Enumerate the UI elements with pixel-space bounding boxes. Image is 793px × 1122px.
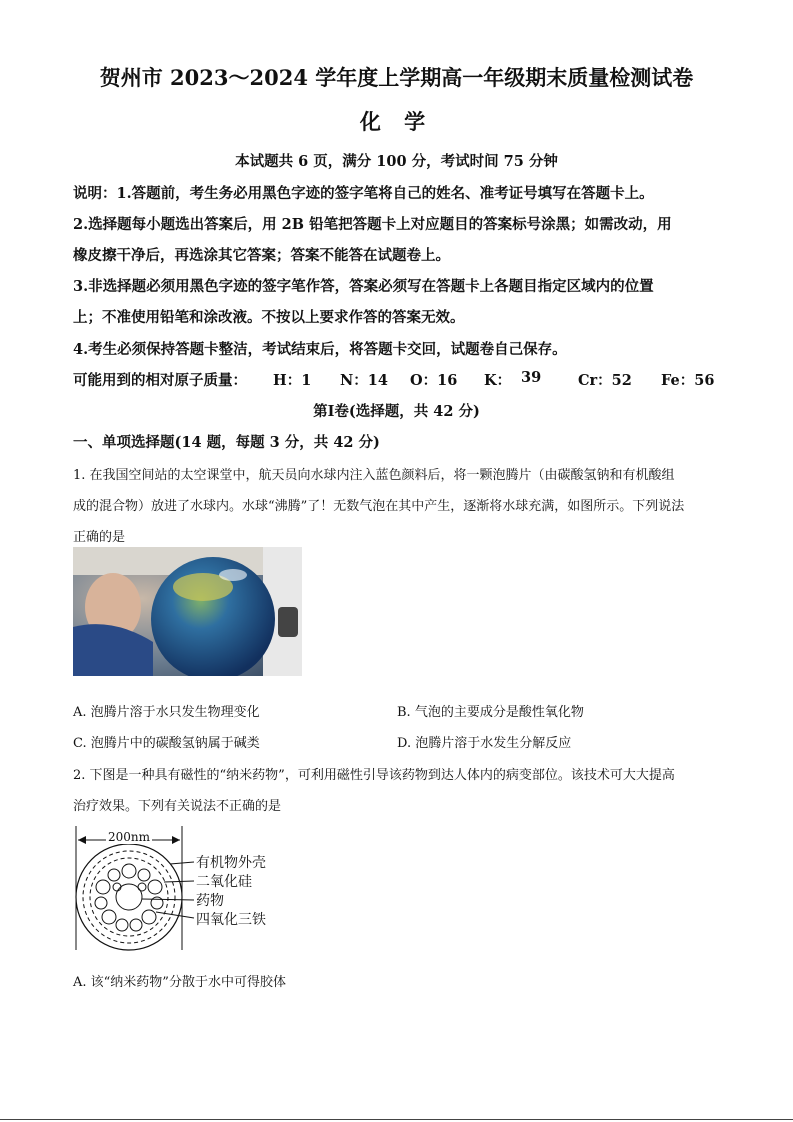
instruction-4: 4.考生必须保持答题卡整洁，考试结束后，将答题卡交回，试题卷自己保存。	[73, 341, 567, 358]
atomic-mass-label: 可能用到的相对原子质量：	[73, 372, 247, 389]
page-bottom-rule	[0, 1119, 793, 1120]
diagram-label-drug: 药物	[196, 893, 224, 909]
instruction-2b: 橡皮擦干净后，再选涂其它答案；答案不能答在试题卷上。	[73, 247, 450, 264]
q1-stem-line2: 成的混合物）放进了水球内。水球“沸腾”了！无数气泡在其中产生，逐渐将水球充满，如图所示。下列说法	[73, 499, 685, 514]
q1-stem-line3: 正确的是	[73, 530, 126, 545]
part-heading: 一、单项选择题(14 题，每题 3 分，共 42 分)	[73, 434, 380, 451]
q2-stem-line2: 治疗效果。下列有关说法不正确的是	[73, 799, 282, 814]
diagram-label-silica: 二氧化硅	[196, 874, 252, 890]
atomic-mass-k-value: 39	[521, 369, 542, 386]
q2-option-a: A. 该“纳米药物”分散于水中可得胶体	[73, 975, 286, 990]
atomic-mass-o: O：16	[410, 372, 458, 389]
atomic-mass-n: N：14	[340, 372, 388, 389]
instruction-2a: 2.选择题每小题选出答案后，用 2B 铅笔把答题卡上对应题目的答案标号涂黑；如需改动，用	[73, 216, 672, 233]
q1-option-b: B. 气泡的主要成分是酸性氧化物	[397, 705, 584, 720]
atomic-mass-k: K：	[484, 372, 512, 389]
q1-option-c: C. 泡腾片中的碳酸氢钠属于碱类	[73, 736, 260, 751]
instruction-3a: 3.非选择题必须用黑色字迹的签字笔作答，答案必须写在答题卡上各题目指定区域内的位置	[73, 278, 654, 295]
atomic-mass-cr: Cr：52	[578, 372, 632, 389]
q1-option-d: D. 泡腾片溶于水发生分解反应	[397, 736, 572, 751]
q1-photo	[73, 547, 302, 676]
atomic-mass-h: H：1	[273, 372, 312, 389]
q1-option-a: A. 泡腾片溶于水只发生物理变化	[73, 705, 260, 720]
q1-stem-line1: 1. 在我国空间站的太空课堂中，航天员向水球内注入蓝色颜料后，将一颗泡腾片（由碳酸氢钠和有机酸组	[73, 468, 675, 483]
exam-info: 本试题共 6 页，满分 100 分，考试时间 75 分钟	[235, 153, 558, 170]
q2-stem-line1: 2. 下图是一种具有磁性的“纳米药物”，可利用磁性引导该药物到达人体内的病变部位。该技术可大大提高	[73, 768, 675, 783]
exam-title: 贺州市 2023～2024 学年度上学期高一年级期末质量检测试卷	[99, 65, 694, 90]
section-title: 第Ⅰ卷(选择题，共 42 分)	[313, 403, 480, 420]
diagram-label-fe3o4: 四氧化三铁	[196, 912, 266, 928]
nano-drug-diagram	[72, 824, 302, 952]
diagram-dimension-label: 200nm	[108, 830, 151, 844]
atomic-mass-fe: Fe：56	[661, 372, 715, 389]
subject-title: 化 学	[359, 109, 434, 134]
instruction-1: 说明：1.答题前，考生务必用黑色字迹的签字笔将自己的姓名、准考证号填写在答题卡上。	[73, 185, 654, 202]
instruction-3b: 上；不准使用铅笔和涂改液。不按以上要求作答的答案无效。	[73, 309, 465, 326]
diagram-label-shell: 有机物外壳	[196, 855, 266, 871]
